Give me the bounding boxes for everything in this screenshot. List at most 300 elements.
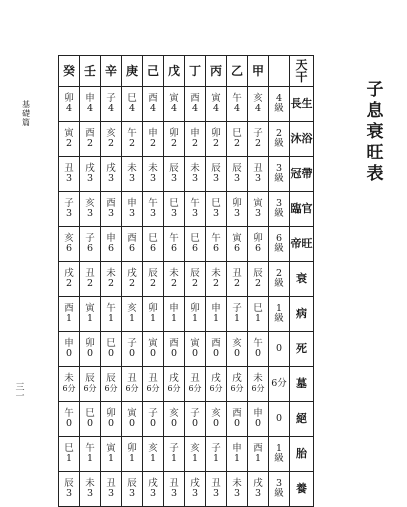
cell-top: 亥: [232, 338, 242, 349]
table-cell: [122, 157, 143, 192]
cell-top: 卯: [253, 233, 263, 244]
table-cell: [59, 262, 80, 297]
table-cell: [143, 262, 164, 297]
cell-bottom: 2: [212, 278, 220, 289]
cell-bottom: 級: [274, 138, 284, 149]
row-label: 帝旺: [290, 227, 314, 262]
score-header: [269, 56, 290, 87]
cell-bottom: 1: [191, 453, 199, 464]
cell-bottom: 1: [86, 313, 94, 324]
cell-bottom: 1: [233, 453, 241, 464]
table-cell: [101, 87, 122, 122]
cell-top: 丑: [85, 268, 95, 279]
table-row: [59, 402, 314, 437]
table-row: [59, 87, 314, 122]
table-cell: [59, 227, 80, 262]
cell-bottom: 2: [65, 278, 73, 289]
table-cell: [80, 227, 101, 262]
table-cell: [248, 192, 269, 227]
table-cell: [164, 472, 185, 507]
cell-top: 午: [106, 303, 116, 314]
stem-header: 乙: [227, 56, 248, 87]
cell-top: 6: [275, 233, 283, 244]
cell-bottom: 1: [191, 313, 199, 324]
stem-header: 戊: [164, 56, 185, 87]
cell-bottom: 1: [254, 313, 262, 324]
cell-top: 4: [275, 93, 283, 104]
table-cell: [143, 122, 164, 157]
cell-bottom: 1: [65, 313, 73, 324]
table-cell: [101, 262, 122, 297]
cell-bottom: 3: [86, 488, 94, 499]
cell-bottom: 0: [170, 348, 178, 359]
cell-top: 未: [232, 478, 242, 489]
cell-top: 未: [253, 373, 263, 384]
cell-bottom: 1: [170, 453, 178, 464]
cell-top: 戌: [106, 163, 116, 174]
table-cell: [122, 262, 143, 297]
table-row: [59, 122, 314, 157]
cell-top: 申: [106, 233, 116, 244]
stem-header: 辛: [101, 56, 122, 87]
cell-top: 辰: [85, 373, 95, 384]
cell-bottom: 3: [128, 173, 136, 184]
table-cell: [206, 262, 227, 297]
cell-bottom: 6: [191, 243, 199, 254]
table-cell: [59, 87, 80, 122]
cell-bottom: 3: [191, 488, 199, 499]
cell-bottom: 2: [254, 278, 262, 289]
cell-top: 戌: [64, 268, 74, 279]
cell-top: 寅: [85, 303, 95, 314]
table-row: [59, 157, 314, 192]
cell-bottom: 3: [128, 208, 136, 219]
cell-bottom: 3: [170, 208, 178, 219]
cell-top: 戌: [190, 478, 200, 489]
table-cell: [164, 332, 185, 367]
cell-bottom: 3: [149, 173, 157, 184]
cell-bottom: 3: [191, 208, 199, 219]
cell-top: 丑: [190, 373, 200, 384]
cell-top: 0: [275, 413, 283, 424]
row-label: 胎: [290, 437, 314, 472]
cell-top: 巳: [232, 128, 242, 139]
cell-bottom: 2: [128, 138, 136, 149]
cell-bottom: 2: [170, 278, 178, 289]
cell-bottom: 0: [65, 418, 73, 429]
cell-bottom: 2: [128, 278, 136, 289]
cell-bottom: 2: [65, 138, 73, 149]
cell-bottom: 2: [254, 138, 262, 149]
table-cell: [206, 472, 227, 507]
cell-bottom: 3: [212, 173, 220, 184]
cell-top: 申: [127, 198, 137, 209]
cell-bottom: 2: [107, 138, 115, 149]
cell-bottom: 0: [149, 418, 157, 429]
row-label: 墓: [290, 367, 314, 402]
table-cell: [206, 437, 227, 472]
cell-bottom: 2: [86, 138, 94, 149]
cell-top: 午: [211, 233, 221, 244]
table-cell: [185, 262, 206, 297]
table-cell: [143, 192, 164, 227]
row-label: 絕: [290, 402, 314, 437]
cell-bottom: 6: [233, 243, 241, 254]
cell-top: 丑: [106, 478, 116, 489]
table-cell: [227, 227, 248, 262]
cell-bottom: 0: [107, 418, 115, 429]
cell-bottom: 級: [274, 453, 284, 464]
cell-bottom: 0: [212, 418, 220, 429]
cell-bottom: 0: [149, 348, 157, 359]
table-cell: [164, 262, 185, 297]
table-cell: [227, 437, 248, 472]
cell-bottom: 1: [86, 453, 94, 464]
table-cell: [122, 332, 143, 367]
score-cell: [269, 332, 290, 367]
cell-bottom: 級: [274, 243, 284, 254]
cell-top: 子: [85, 233, 95, 244]
table-cell: [248, 297, 269, 332]
cell-bottom: 3: [107, 173, 115, 184]
cell-top: 申: [148, 128, 158, 139]
cell-top: 辰: [190, 268, 200, 279]
cell-top: 卯: [232, 198, 242, 209]
cell-top: 戌: [211, 373, 221, 384]
cell-top: 未: [190, 163, 200, 174]
table-cell: [227, 402, 248, 437]
cell-bottom: 3: [191, 173, 199, 184]
table-cell: [143, 402, 164, 437]
score-cell: [269, 367, 290, 402]
cell-top: 酉: [127, 233, 137, 244]
cell-top: 午: [85, 443, 95, 454]
score-cell: [269, 192, 290, 227]
table-cell: [206, 332, 227, 367]
table-cell: [143, 87, 164, 122]
cell-bottom: 0: [65, 348, 73, 359]
cell-bottom: 3: [254, 173, 262, 184]
cell-top: 子: [64, 198, 74, 209]
table-cell: [206, 402, 227, 437]
cell-top: 未: [148, 163, 158, 174]
cell-top: 戌: [127, 268, 137, 279]
cell-top: 子: [106, 93, 116, 104]
cell-bottom: 3: [212, 488, 220, 499]
cell-top: 亥: [190, 443, 200, 454]
table-cell: [206, 367, 227, 402]
row-label: 長生: [290, 87, 314, 122]
cell-bottom: 3: [65, 208, 73, 219]
row-label: 沐浴: [290, 122, 314, 157]
cell-top: 巳: [106, 338, 116, 349]
cell-bottom: 2: [233, 138, 241, 149]
table-cell: [248, 262, 269, 297]
cell-bottom: 3: [86, 173, 94, 184]
table-cell: [59, 157, 80, 192]
cell-top: 亥: [148, 443, 158, 454]
cell-bottom: 6: [107, 243, 115, 254]
cell-top: 亥: [106, 128, 116, 139]
cell-bottom: 3: [254, 488, 262, 499]
cell-top: 寅: [211, 93, 221, 104]
cell-top: 卯: [211, 128, 221, 139]
cell-bottom: 6分: [251, 384, 265, 393]
table-cell: [59, 402, 80, 437]
cell-top: 午: [253, 338, 263, 349]
table-cell: [80, 367, 101, 402]
cell-bottom: 1: [212, 313, 220, 324]
table-cell: [80, 297, 101, 332]
table-cell: [227, 367, 248, 402]
cell-bottom: 4: [170, 103, 178, 114]
cell-bottom: 1: [254, 453, 262, 464]
table-cell: [143, 332, 164, 367]
table-cell: [164, 157, 185, 192]
row-label: 冠帶: [290, 157, 314, 192]
table-cell: [248, 227, 269, 262]
cell-top: 卯: [85, 338, 95, 349]
table-cell: [101, 437, 122, 472]
score-cell: [269, 87, 290, 122]
table-row: [59, 192, 314, 227]
cell-top: 丑: [253, 163, 263, 174]
cell-top: 0: [275, 343, 283, 354]
table-title: 子 息 衰 旺 表: [366, 80, 384, 184]
cell-top: 寅: [148, 338, 158, 349]
cell-bottom: 0: [233, 418, 241, 429]
cell-top: 午: [190, 198, 200, 209]
cell-top: 亥: [253, 93, 263, 104]
cell-bottom: 3: [65, 488, 73, 499]
cell-bottom: 2: [149, 138, 157, 149]
cell-top: 亥: [85, 198, 95, 209]
cell-bottom: 1: [107, 313, 115, 324]
cell-bottom: 3: [149, 208, 157, 219]
cell-top: 酉: [232, 408, 242, 419]
table-cell: [185, 332, 206, 367]
table-row: [59, 227, 314, 262]
table-cell: [227, 192, 248, 227]
cell-top: 6分: [271, 378, 287, 389]
row-label: 病: [290, 297, 314, 332]
table-cell: [101, 227, 122, 262]
cell-bottom: 6: [170, 243, 178, 254]
cell-bottom: 6分: [146, 384, 160, 393]
cell-top: 亥: [64, 233, 74, 244]
table-cell: [248, 472, 269, 507]
table-cell: [164, 367, 185, 402]
table-cell: [143, 367, 164, 402]
stem-header: 壬: [80, 56, 101, 87]
table-cell: [59, 332, 80, 367]
cell-bottom: 1: [128, 313, 136, 324]
row-label: 臨官: [290, 192, 314, 227]
cell-bottom: 6: [149, 243, 157, 254]
cell-top: 酉: [148, 93, 158, 104]
cell-top: 午: [232, 93, 242, 104]
cell-top: 巳: [64, 443, 74, 454]
cell-bottom: 4: [128, 103, 136, 114]
cell-top: 寅: [127, 408, 137, 419]
cell-top: 子: [148, 408, 158, 419]
cell-top: 亥: [127, 303, 137, 314]
table-cell: [80, 122, 101, 157]
cell-top: 午: [169, 233, 179, 244]
section-note: 基 礎 篇: [22, 100, 30, 127]
cell-top: 卯: [190, 303, 200, 314]
cell-top: 1: [275, 443, 283, 454]
cell-bottom: 4: [149, 103, 157, 114]
table-cell: [80, 262, 101, 297]
cell-top: 戌: [148, 478, 158, 489]
cell-bottom: 3: [170, 173, 178, 184]
cell-top: 戌: [232, 373, 242, 384]
cell-top: 寅: [253, 198, 263, 209]
cell-bottom: 3: [86, 208, 94, 219]
table-cell: [122, 472, 143, 507]
cell-top: 丑: [148, 373, 158, 384]
table-cell: [248, 367, 269, 402]
cell-top: 2: [275, 128, 283, 139]
cell-top: 辰: [169, 163, 179, 174]
cell-bottom: 4: [86, 103, 94, 114]
cell-bottom: 3: [254, 208, 262, 219]
cell-top: 巳: [127, 93, 137, 104]
cell-top: 寅: [169, 93, 179, 104]
cell-top: 2: [275, 268, 283, 279]
table-cell: [59, 437, 80, 472]
cell-bottom: 3: [233, 173, 241, 184]
cell-top: 子: [211, 443, 221, 454]
cell-top: 3: [275, 163, 283, 174]
cell-bottom: 0: [212, 348, 220, 359]
header-row: [59, 56, 314, 87]
table-cell: [185, 87, 206, 122]
cell-top: 子: [232, 303, 242, 314]
cell-top: 丑: [211, 478, 221, 489]
table-cell: [101, 332, 122, 367]
table-cell: [143, 472, 164, 507]
cell-top: 未: [127, 163, 137, 174]
table-cell: [248, 437, 269, 472]
cell-top: 酉: [169, 338, 179, 349]
table-cell: [101, 192, 122, 227]
cell-top: 卯: [106, 408, 116, 419]
cell-bottom: 0: [254, 418, 262, 429]
table-cell: [59, 122, 80, 157]
table-cell: [122, 192, 143, 227]
table-cell: [206, 297, 227, 332]
cell-top: 寅: [232, 233, 242, 244]
table-row: [59, 332, 314, 367]
cell-bottom: 1: [149, 453, 157, 464]
cell-bottom: 3: [107, 208, 115, 219]
table-cell: [80, 472, 101, 507]
score-cell: [269, 437, 290, 472]
cell-top: 未: [106, 268, 116, 279]
table-cell: [101, 367, 122, 402]
cell-bottom: 3: [233, 208, 241, 219]
cell-bottom: 2: [170, 138, 178, 149]
table-cell: [185, 227, 206, 262]
table-cell: [164, 297, 185, 332]
table-cell: [80, 402, 101, 437]
cell-bottom: 1: [149, 313, 157, 324]
cell-top: 亥: [169, 408, 179, 419]
cell-bottom: 1: [212, 453, 220, 464]
table-cell: [80, 437, 101, 472]
table-cell: [101, 157, 122, 192]
row-label: 養: [290, 472, 314, 507]
table-cell: [122, 297, 143, 332]
page-number: 三 一: [15, 383, 25, 402]
table-cell: [80, 157, 101, 192]
table-row: [59, 367, 314, 402]
stem-header: 丙: [206, 56, 227, 87]
table-cell: [164, 402, 185, 437]
table-cell: [227, 262, 248, 297]
table-cell: [206, 157, 227, 192]
cell-top: 申: [253, 408, 263, 419]
cell-bottom: 級: [274, 488, 284, 499]
table-cell: [248, 87, 269, 122]
cell-bottom: 4: [212, 103, 220, 114]
cell-top: 午: [127, 128, 137, 139]
cell-bottom: 6分: [83, 384, 97, 393]
table-cell: [143, 227, 164, 262]
cell-top: 戌: [85, 163, 95, 174]
cell-top: 戌: [253, 478, 263, 489]
table-cell: [227, 332, 248, 367]
cell-top: 丑: [232, 268, 242, 279]
table-cell: [185, 297, 206, 332]
table-cell: [143, 437, 164, 472]
table-cell: [80, 332, 101, 367]
cell-bottom: 6分: [188, 384, 202, 393]
cell-top: 寅: [190, 338, 200, 349]
table-cell: [122, 227, 143, 262]
table-cell: [101, 402, 122, 437]
cell-bottom: 0: [170, 418, 178, 429]
cell-top: 申: [85, 93, 95, 104]
cell-bottom: 0: [86, 348, 94, 359]
cell-bottom: 級: [274, 313, 284, 324]
table-cell: [185, 192, 206, 227]
cell-top: 辰: [148, 268, 158, 279]
table-cell: [164, 437, 185, 472]
cell-top: 酉: [253, 443, 263, 454]
cell-bottom: 1: [233, 313, 241, 324]
table-row: [59, 472, 314, 507]
cell-top: 亥: [211, 408, 221, 419]
table-cell: [122, 437, 143, 472]
table-cell: [101, 297, 122, 332]
cell-top: 子: [169, 443, 179, 454]
score-cell: [269, 297, 290, 332]
table-cell: [185, 437, 206, 472]
cell-bottom: 2: [86, 278, 94, 289]
table-cell: [122, 122, 143, 157]
cell-top: 申: [169, 303, 179, 314]
table-row: [59, 437, 314, 472]
cell-bottom: 6: [212, 243, 220, 254]
cell-top: 辰: [64, 478, 74, 489]
cell-top: 辰: [253, 268, 263, 279]
cell-top: 3: [275, 478, 283, 489]
row-label: 衰: [290, 262, 314, 297]
score-cell: [269, 472, 290, 507]
